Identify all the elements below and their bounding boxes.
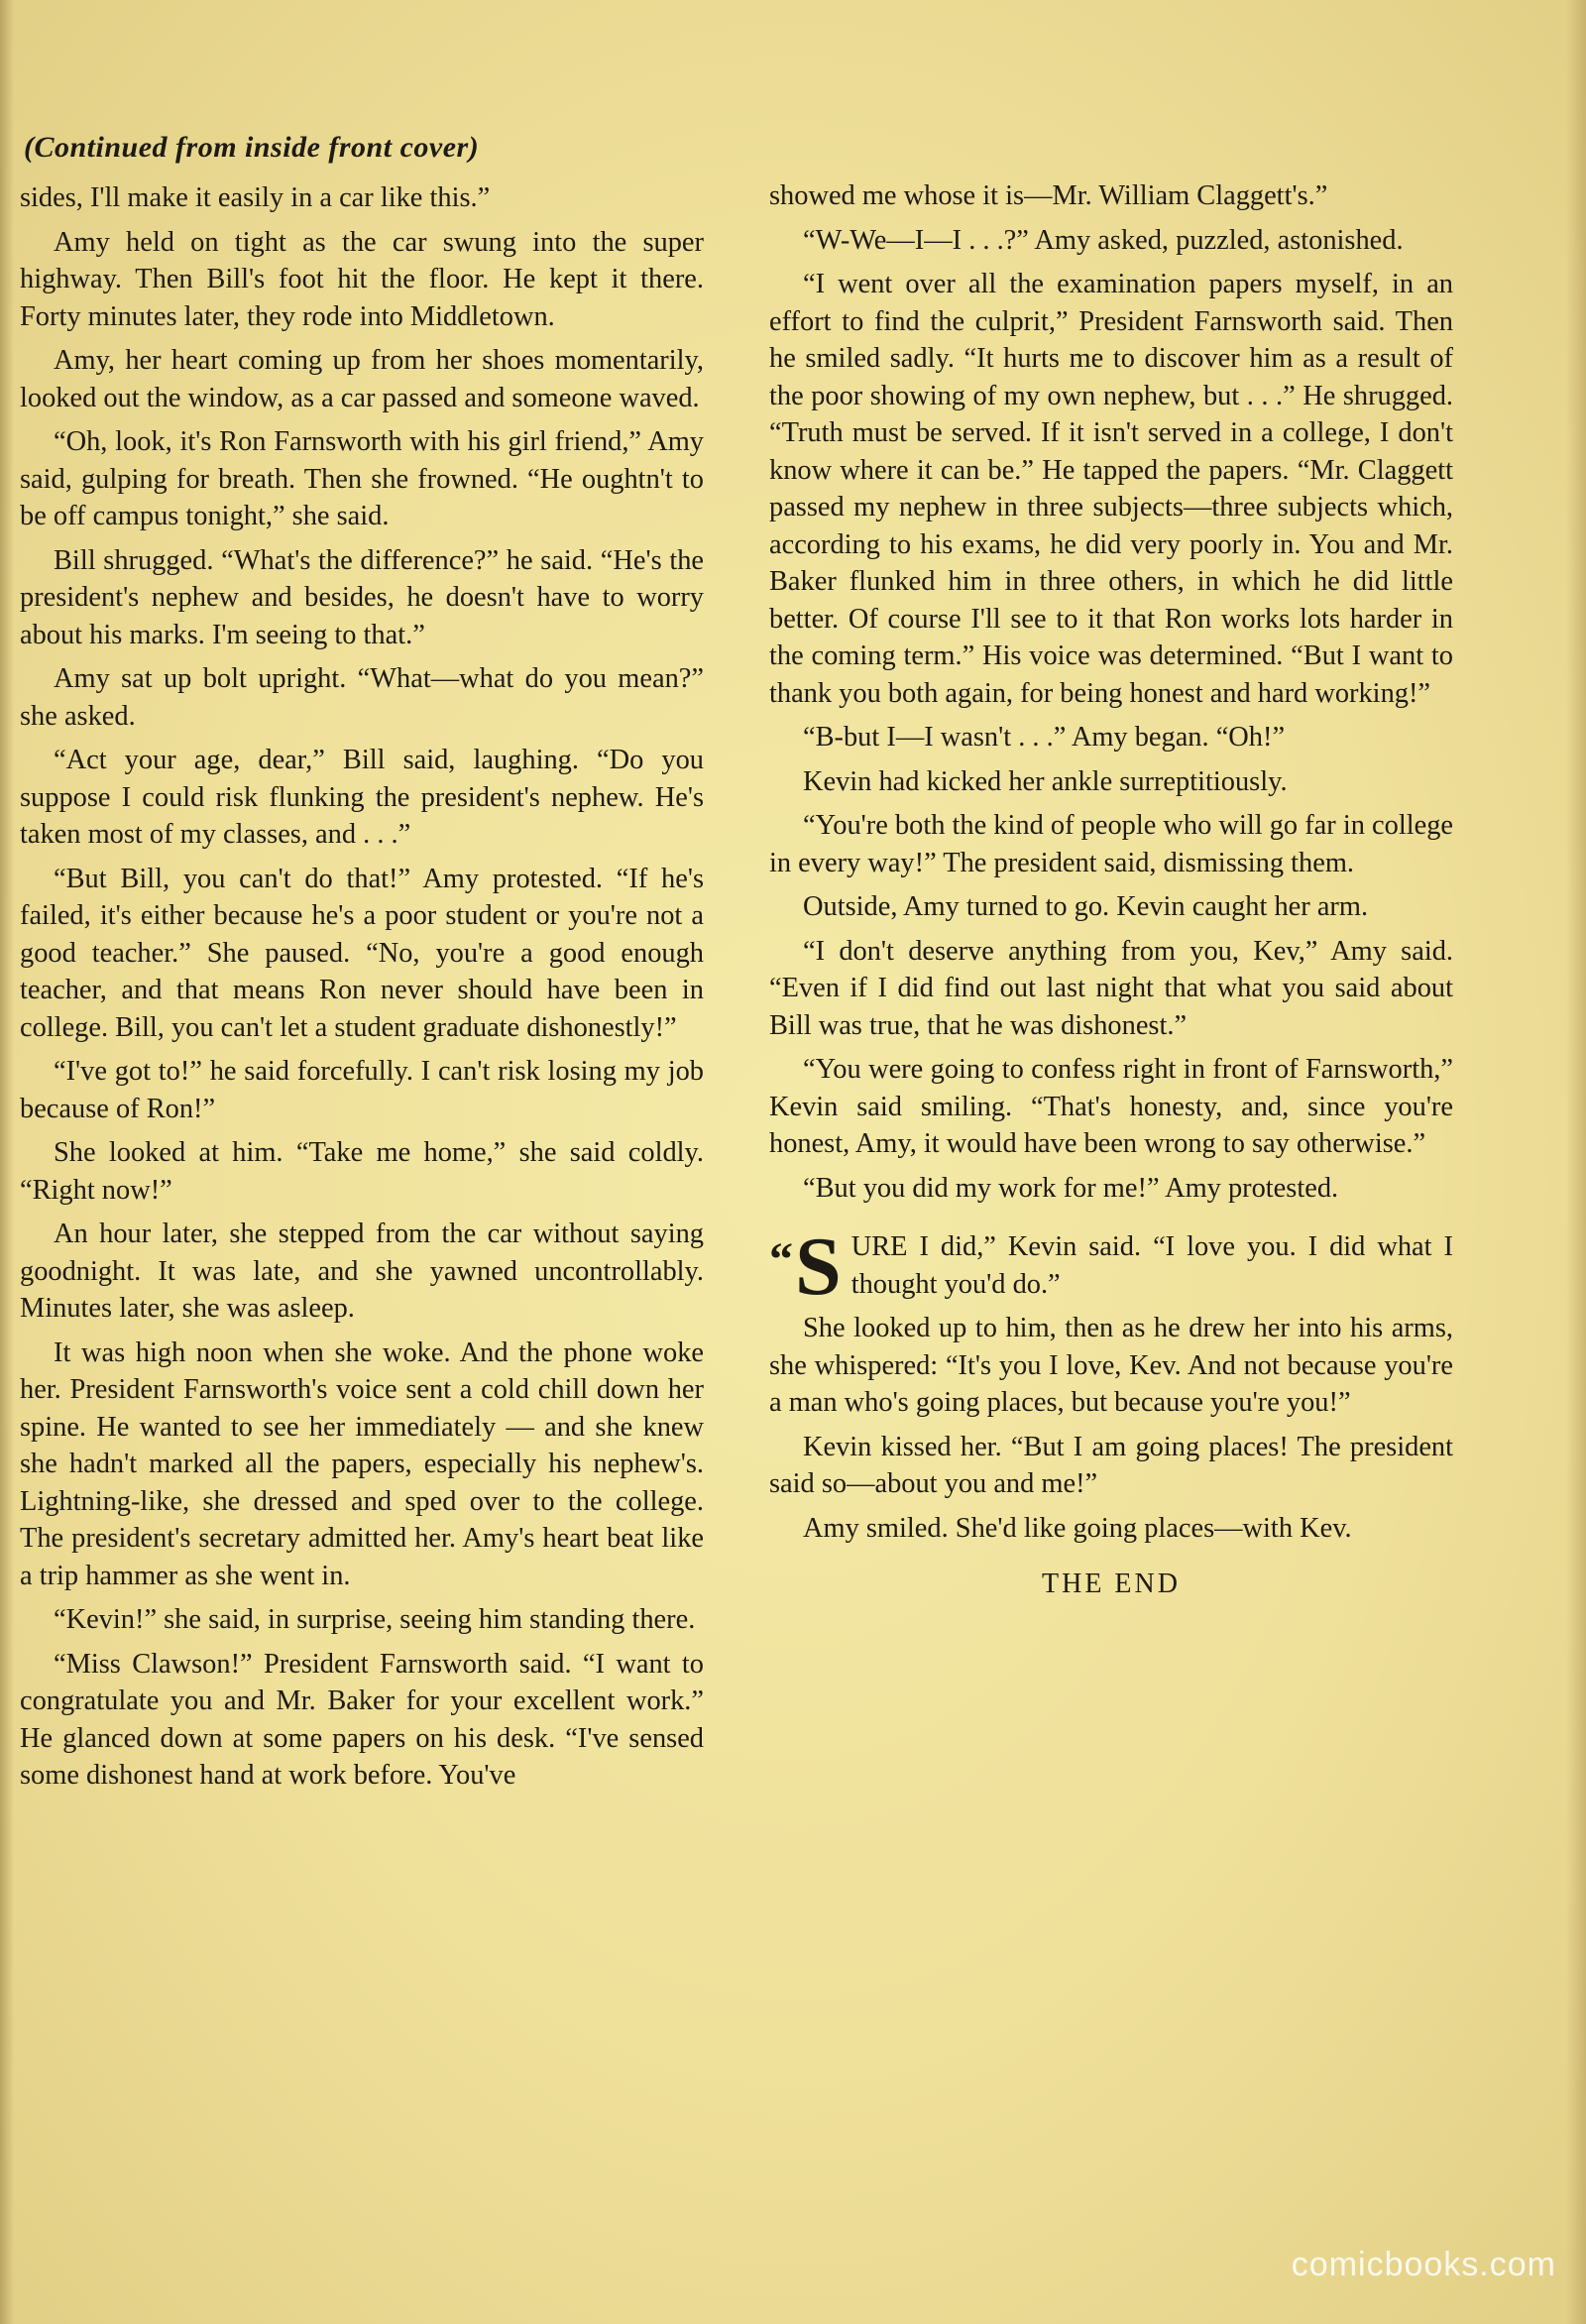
paragraph: She looked up to him, then as he drew her into his arms, she whispered: “It's you I love, Kev. And not because you're a man who's going places, but because you're you!”: [769, 1313, 1453, 1418]
paragraph: “I don't deserve anything from you, Kev,” Amy said. “Even if I did find out last night that what you said about Bill was true, that he was dishonest.”: [769, 935, 1453, 1041]
page-spine-shadow: [0, 0, 14, 2324]
paragraph: “I've got to!” he said forcefully. I can't risk losing my job because of Ron!”: [20, 1056, 704, 1124]
paragraph: “You were going to confess right in front of Farnsworth,” Kevin said smiling. “That's honesty, and, since you're honest, Amy, it would have been wrong to say otherwise.”: [769, 1054, 1453, 1159]
paragraph: “Oh, look, it's Ron Farnsworth with his girl friend,” Amy said, gulping for breath. Then she frowned. “He oughtn't to be off campus tonight,” she said.: [20, 426, 704, 531]
paragraph: showed me whose it is—Mr. William Claggett's.”: [769, 180, 1328, 211]
paragraph: Kevin had kicked her ankle surreptitiously.: [803, 765, 1288, 797]
the-end: THE END: [1042, 1569, 1181, 1599]
paragraph: “Kevin!” she said, in surprise, seeing him standing there.: [54, 1604, 696, 1635]
paragraph: Bill shrugged. “What's the difference?” he said. “He's the president's nephew and besides, he doesn't have to worry about his marks. I'm seeing to that.”: [20, 544, 704, 650]
dropcap-text: URE I did,” Kevin said. “I love you. I did what I thought you'd do.”: [850, 1231, 1453, 1300]
paragraph: An hour later, she stepped from the car without saying goodnight. It was late, and she yawned uncontrollably. Minutes later, she was asleep.: [20, 1219, 704, 1324]
dropcap-paragraph: [769, 1220, 1453, 1313]
paragraph: “I went over all the examination papers myself, in an effort to find the culprit,” President Farnsworth said. Then he smiled sadly. “It hurts me to discover him as a result of the poor showing of my own nephew, but . . .” He shrugged. “Truth must be served. If it isn't served in a college, I don't know where it can be.” He tapped the papers. “Mr. Claggett passed my nephew in three subjects—three subjects which, according to his exams, he did very poorly in. You and Mr. Baker flunked him in three others, in which he did little better. Of course I'll see to it that Ron works lots harder in the coming term.” His voice was determined. “But I want to thank you both again, for being honest and hard working!”: [769, 269, 1453, 709]
paragraph: “B-but I—I wasn't . . .” Amy began. “Oh!”: [803, 722, 1286, 753]
watermark-text: comicbooks.com: [1291, 2246, 1556, 2283]
dropcap-letter: [769, 1220, 842, 1313]
paragraph: sides, I'll make it easily in a car like this.”: [20, 182, 491, 213]
paragraph: Amy held on tight as the car swung into the super highway. Then Bill's foot hit the floor. He kept it there. Forty minutes later, they rode into Middletown.: [20, 226, 704, 332]
paragraph: “But you did my work for me!” Amy protested.: [803, 1172, 1339, 1204]
dropcap-initial: S: [795, 1220, 842, 1313]
page-edge-shadow: [1566, 0, 1586, 2324]
paragraph: “But Bill, you can't do that!” Amy protested. “If he's failed, it's either because he's a poor student or you're not a good teacher.” She paused. “No, you're a good enough teacher, and that means Ron never should have been in college. Bill, you can't let a student graduate dishonestly!”: [20, 863, 704, 1043]
paragraph: Amy sat up bolt upright. “What—what do you mean?” she asked.: [20, 663, 704, 732]
continued-header: (Continued from inside front cover): [24, 131, 480, 164]
paragraph: It was high noon when she woke. And the phone woke her. President Farnsworth's voice sent a cold chill down her spine. He wanted to see her immediately — and she knew she hadn't marked all the papers, especially his nephew's. Lightning-like, she dressed and sped over to the college. The president's secretary admitted her. Amy's heart beat like a trip hammer as she went in.: [20, 1336, 704, 1591]
paragraph: “Miss Clawson!” President Farnsworth said. “I want to congratulate you and Mr. Baker for your excellent work.” He glanced down at some papers on his desk. “I've sensed some dishonest hand at work before. You've: [20, 1648, 704, 1791]
right-column: [769, 177, 1453, 1600]
paragraph: “Act your age, dear,” Bill said, laughing. “Do you suppose I could risk flunking the president's nephew. He's taken most of my classes, and . . .”: [20, 745, 704, 850]
dropcap-quote: “: [769, 1233, 787, 1286]
paragraph: “You're both the kind of people who will go far in college in every way!” The president said, dismissing them.: [769, 810, 1453, 878]
paragraph: Outside, Amy turned to go. Kevin caught her arm.: [803, 891, 1369, 922]
paragraph: Amy, her heart coming up from her shoes momentarily, looked out the window, as a car passed and someone waved.: [20, 345, 704, 413]
left-column: [20, 179, 704, 1801]
paragraph: “W-We—I—I . . .?” Amy asked, puzzled, astonished.: [803, 224, 1404, 256]
paragraph: Amy smiled. She'd like going places—with Kev.: [803, 1512, 1352, 1544]
paragraph: Kevin kissed her. “But I am going places! The president said so—about you and me!”: [769, 1431, 1453, 1499]
paragraph: She looked at him. “Take me home,” she said coldly. “Right now!”: [20, 1137, 704, 1206]
